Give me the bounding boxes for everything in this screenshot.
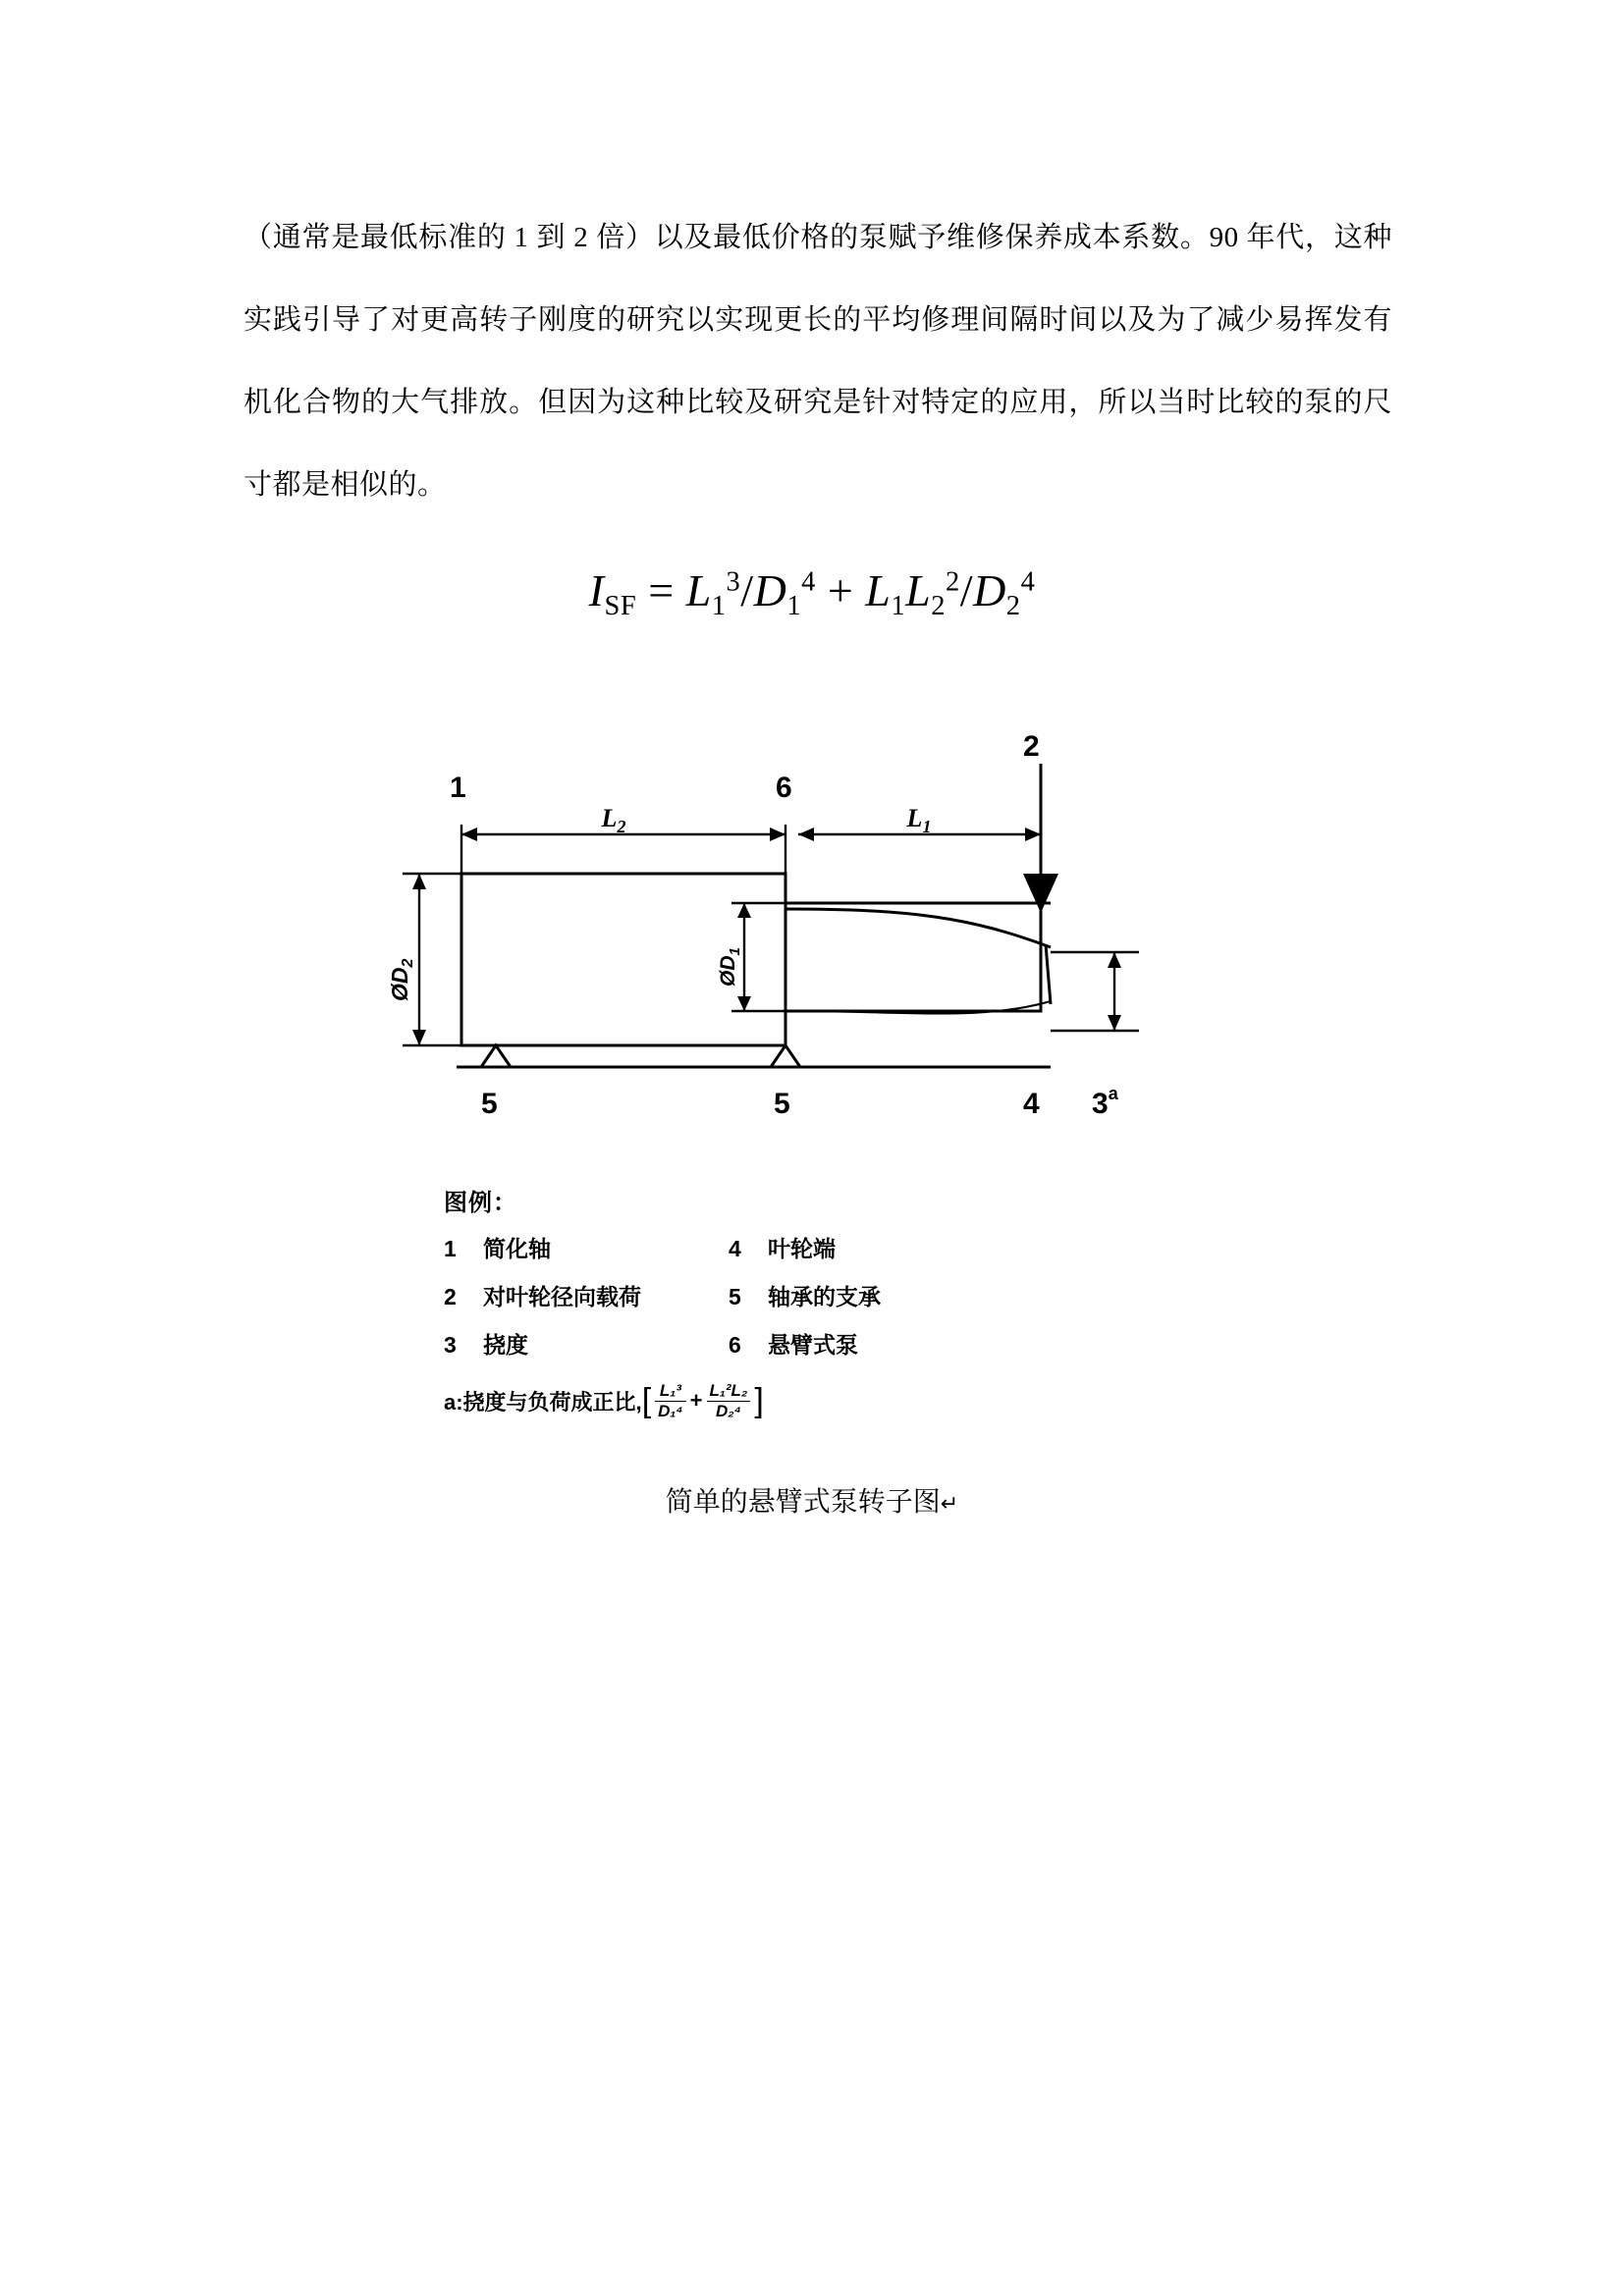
legend-note-prefix: a:挠度与负荷成正比, (444, 1389, 642, 1415)
dimension-l2-label: $L_2$ (601, 804, 626, 836)
support-left (481, 1045, 511, 1067)
legend-num-5: 5 (729, 1284, 741, 1309)
dimension-l1-label: $L_1$ (906, 804, 932, 836)
formula-plus: + (827, 565, 854, 615)
formula-term2-a-sub: 1 (891, 591, 906, 622)
legend-note-fraction-1 (655, 1381, 686, 1420)
formula-term1-slash: / (740, 565, 754, 615)
formula-term2-slash: / (959, 565, 974, 615)
callout-2: 2 (1023, 730, 1040, 763)
legend-num-1: 1 (444, 1236, 457, 1261)
legend-title: 图例： (444, 1190, 517, 1216)
figure-legend (444, 1183, 1131, 1420)
callout-6: 6 (776, 772, 792, 804)
callout-3: 3$^a$ (1092, 1084, 1118, 1120)
legend-note-plus: + (689, 1388, 703, 1414)
formula-term2-a: L (865, 565, 892, 615)
legend-label-3: 挠度 (483, 1332, 528, 1358)
legend-label-5: 轴承的支承 (768, 1284, 881, 1309)
figure-caption (0, 1480, 1624, 1520)
paragraph-mark: ↵ (940, 1491, 959, 1516)
legend-note-frac1-den: D₁⁴ (658, 1401, 683, 1420)
formula-term2-b-sub: 2 (931, 591, 947, 622)
formula-term2-den-sup: 4 (1020, 566, 1036, 598)
formula-term2-den-sub: 2 (1005, 591, 1021, 622)
legend-label-4: 叶轮端 (768, 1236, 836, 1261)
callout-5-left: 5 (481, 1088, 498, 1120)
formula-term1-den: D (753, 565, 787, 615)
legend-num-3: 3 (444, 1332, 457, 1358)
callout-4: 4 (1023, 1088, 1040, 1120)
dimension-d2-label: $ØD_2$ (387, 958, 416, 1001)
legend-note-frac2-num: L₁²L₂ (707, 1381, 751, 1402)
formula-term2-den: D (973, 565, 1006, 615)
display-formula (0, 564, 1624, 622)
legend-note-frac2-den: D₂⁴ (715, 1401, 741, 1420)
callout-1: 1 (450, 772, 466, 804)
legend-num-4: 4 (729, 1236, 741, 1261)
body-paragraph (244, 196, 1392, 526)
formula-term1-den-sup: 4 (801, 566, 816, 598)
dimension-d1-label: $ØD_1$ (717, 947, 743, 987)
formula-term2-b-sup: 2 (946, 566, 960, 598)
support-right (771, 1045, 800, 1067)
formula-term1-sub: 1 (711, 591, 727, 622)
figure-caption-text: 简单的悬臂式泵转子图 (665, 1487, 941, 1518)
legend-note-fraction-2 (707, 1381, 751, 1420)
legend-num-6: 6 (729, 1332, 741, 1358)
legend-note-bracket-close: ] (754, 1381, 764, 1419)
formula-term1-base: L (685, 565, 712, 615)
callout-5-right: 5 (774, 1088, 790, 1120)
formula-equals: = (648, 565, 675, 615)
legend-note-bracket-open: [ (641, 1381, 652, 1419)
formula-expression (589, 564, 1036, 622)
formula-term1-den-sub: 1 (786, 591, 802, 622)
legend-label-6: 悬臂式泵 (768, 1332, 858, 1358)
legend-label-1: 简化轴 (483, 1236, 551, 1261)
paragraph-text: （通常是最低标准的 1 到 2 倍）以及最低价格的泵赋予维修保养成本系数。90 年代，这种实践引导了对更高转子刚度的研究以实现更长的平均修理间隔时间以及为了减少易挥发有机化合物的大气排放。但因为这种比较及研究是针对特定的应用，所以当时比较的泵的尺寸都是相似的。 (244, 222, 1392, 501)
legend-items (444, 1231, 1131, 1360)
formula-term1-sup: 3 (726, 566, 741, 598)
formula-term2-b: L (905, 565, 932, 615)
legend-label-2: 对叶轮径向载荷 (483, 1284, 641, 1309)
legend-note-frac1-num: L₁³ (655, 1381, 686, 1402)
formula-lhs: I (588, 565, 605, 615)
legend-footnote (444, 1381, 1131, 1420)
legend-num-2: 2 (444, 1284, 457, 1309)
formula-lhs-subscript: SF (604, 591, 637, 622)
